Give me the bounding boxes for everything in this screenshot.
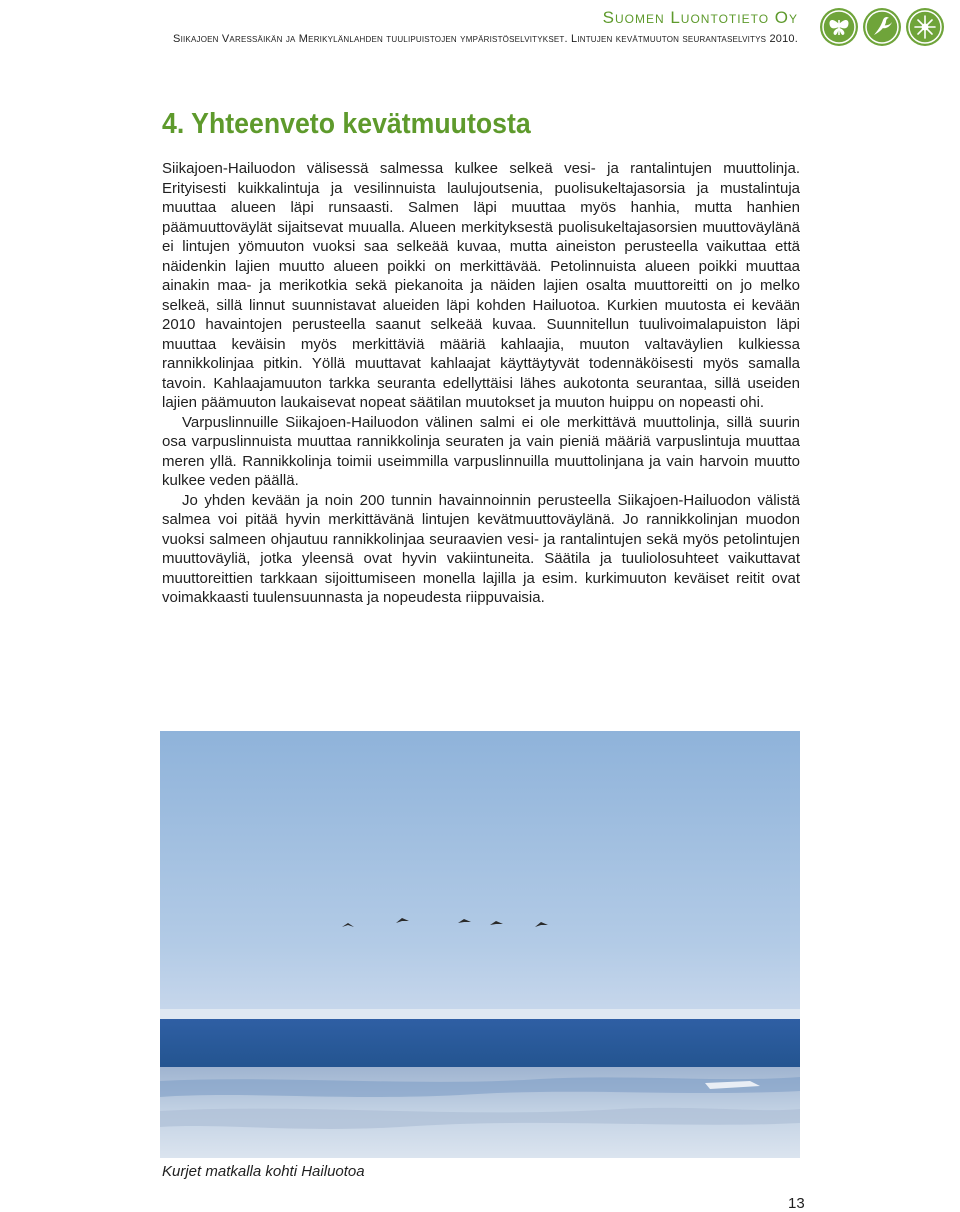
paragraph: Jo yhden kevään ja noin 200 tunnin havainnoinnin perusteella Siikajoen-Hailuodon välistä salmea voi pitää hyvin merkittävänä lintujen kevätmuuttoväylänä. Jo rannikkolinjan muodon vuoksi salmeen ohjautuu rannikkolinjaa seuraavien vesi- ja rantalintujen sekä myös petolintujen muuttoväyliä, jotka yleensä ovat hyvin vakiintuneita. Säätila ja tuuliolosuhteet vaikuttavat muuttoreittien tarkkaan sijoittumiseen monella lajilla ja esim. kurkimuuton keväiset reitit ovat voimakkaasti tuulensuunnasta ja nopeudesta riippuvaisia. [162,491,800,606]
figure-caption: Kurjet matkalla kohti Hailuotoa [162,1163,365,1180]
body-text [162,159,800,608]
company-name: Suomen Luontotieto Oy [602,8,798,27]
plant-icon [906,8,944,46]
cranes-photo [160,731,800,1158]
page-number: 13 [788,1195,805,1212]
paragraph: Varpuslinnuille Siikajoen-Hailuodon välinen salmi ei ole merkittävä muuttolinja, sillä suurin osa varpuslinnuista muuttaa rannikkolinja seuraten ja vain pieniä määriä varpuslintuja muuttaa meren yllä. Rannikkolinja toimii useimmilla varpuslinnuilla muuttolinjana ja vain harvoin muutto kulkee veden päällä. [162,413,800,489]
logo-group [820,8,944,48]
page-header [0,0,960,54]
bird-icon [863,8,901,46]
butterfly-icon [820,8,858,46]
section-title: 4. Yhteenveto kevätmuutosta [162,108,531,140]
paragraph: Siikajoen-Hailuodon välisessä salmessa kulkee selkeä vesi- ja rantalintujen muuttolinja. Erityisesti kuikkalintuja ja vesilinnuista laulujoutsenia, puolisukeltajasorsia ja mustalintuja muuttaa alueen läpi runsaasti. Salmen läpi muuttaa myös hanhia, mutta hanhien päämuuttoväylät sijaitsevat muualla. Alueen merkityksestä puolisukeltajasorsien muuttoväylänä ei lintujen yömuuton vuoksi saa selkeää kuvaa, mutta aineiston perusteella vaikuttaa että näidenkin lajien muutto alueen poikki on merkittävää. Petolinnuista alueen poikki muuttaa ainakin maa- ja merikotkia sekä piekanoita ja näiden lajien osalta muuttoreitti on jo melko selkeä, sillä linnut suunnistavat alueiden läpi kohden Hailuotoa. Kurkien muutosta ei kevään 2010 havaintojen perusteella saanut selkeää kuvaa. Suunnitellun tuulivoimalapuiston läpi muuttaa keväisin myös merkittäviä määriä kahlaajia, muuton valtaväylien kulkiessa rannikkolinjaa pitkin. Yöllä muuttavat kahlaajat käyttäytyvät todennäköisesti myös samalla tavoin. Kahlaajamuuton tarkka seuranta edellyttäisi lähes aukotonta seurantaa, sillä useiden lajien päämuuton laukaisevat nopeat säätilan muutokset ja muuton huippu on nopeasti ohi. [162,160,800,411]
running-title: Siikajoen Varessäikän ja Merikylänlahden tuulipuistojen ympäristöselvitykset. Lintujen kevätmuuton seurantaselvitys 2010. [173,33,798,45]
